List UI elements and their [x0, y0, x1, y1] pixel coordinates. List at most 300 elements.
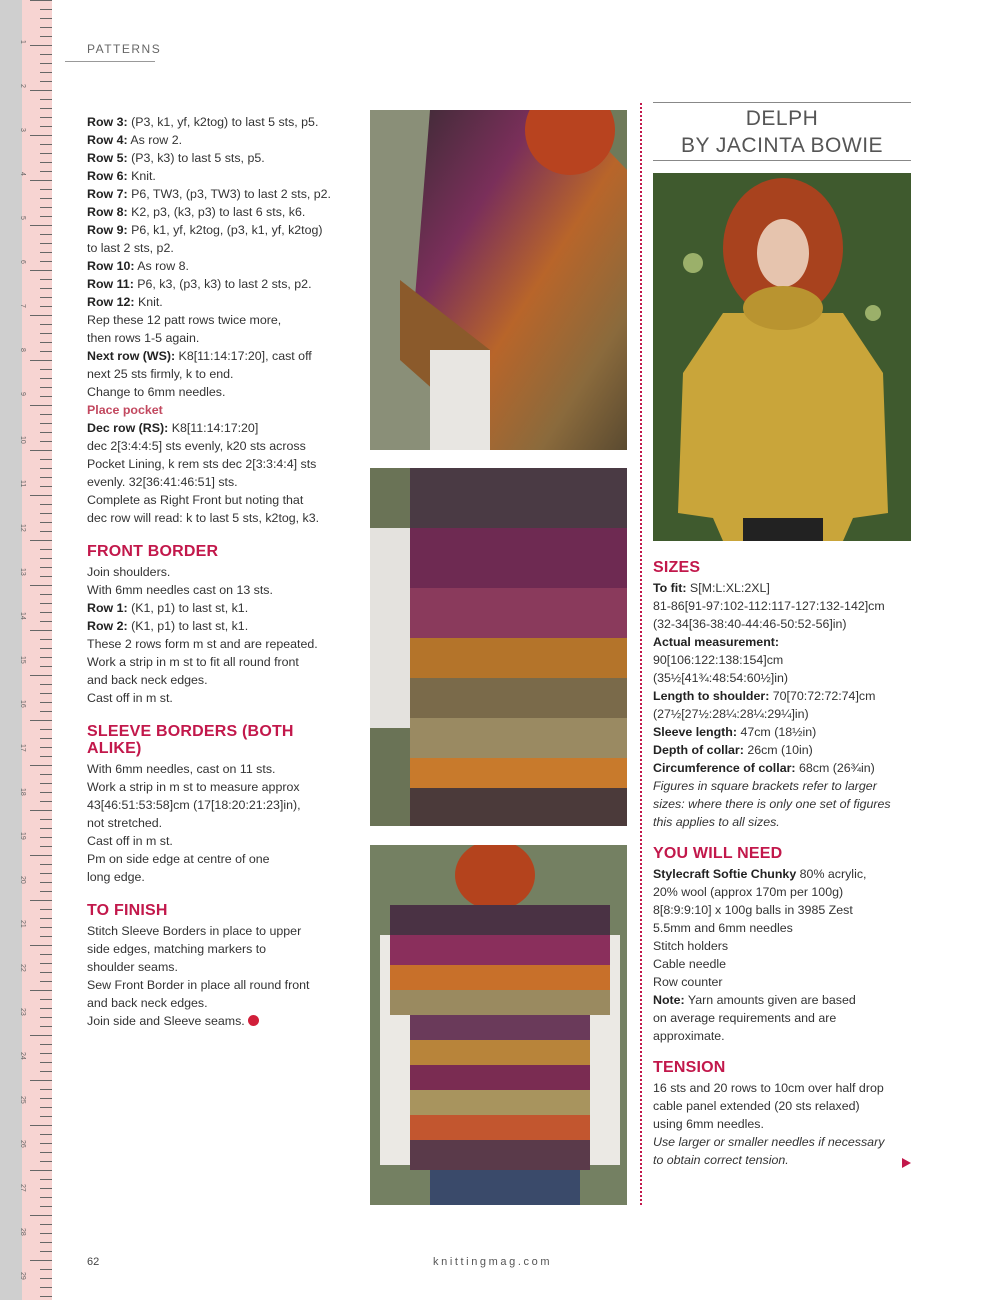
ruler-number: 16 [19, 700, 26, 708]
length-cm: 70[70:72:72:74]cm [769, 689, 876, 703]
front-border-row-label: Row 1: [87, 601, 128, 615]
front-border-row-text: and back neck edges. [87, 673, 208, 687]
materials-line: Stitch holders [653, 939, 729, 953]
ruler-tick [30, 1125, 52, 1126]
ruler-tick [40, 1026, 52, 1027]
instruction-row-text: Rep these 12 patt rows twice more, [87, 313, 282, 327]
ruler-tick [40, 882, 52, 883]
ruler-tick [30, 900, 52, 901]
ruler-number: 4 [19, 172, 26, 176]
ruler-tick [30, 675, 52, 676]
ruler-tick [40, 1053, 52, 1054]
end-of-pattern-icon [248, 1015, 259, 1026]
ruler-tick [40, 252, 52, 253]
collar-circumference: 68cm (26¾in) [795, 761, 875, 775]
instruction-line [87, 257, 352, 275]
front-border-row-text: (K1, p1) to last st, k1. [127, 619, 249, 633]
instruction-row-label: Row 4: [87, 133, 128, 147]
note-text: Yarn amounts given are based [684, 993, 856, 1007]
sleeve-borders-heading-line2: ALIKE) [87, 740, 142, 757]
page-number: 62 [87, 1256, 100, 1268]
instruction-line [87, 365, 352, 383]
ruler-tick [40, 612, 52, 613]
ruler-tick [40, 846, 52, 847]
ruler-tick [30, 585, 52, 586]
yarn-fibre: 80% acrylic, [796, 867, 867, 881]
instruction-row-label: Next row (WS): [87, 349, 176, 363]
ruler-tick [40, 351, 52, 352]
ruler-tick [40, 9, 52, 10]
ruler-tick [40, 864, 52, 865]
ruler-tick [40, 261, 52, 262]
depth-of-collar: 26cm (10in) [743, 743, 813, 757]
ruler-tick [30, 405, 52, 406]
instruction-row-label: Row 6: [87, 169, 128, 183]
ruler-tick [40, 27, 52, 28]
ruler-tick [30, 360, 52, 361]
sizes-note-3: this applies to all sizes. [653, 815, 780, 829]
ruler-tick [40, 1206, 52, 1207]
instruction-line [87, 347, 352, 365]
ruler-number: 6 [19, 260, 26, 264]
front-border-row-text: (K1, p1) to last st, k1. [127, 601, 249, 615]
collar-circumference-label: Circumference of collar: [653, 761, 796, 775]
ruler-tick [30, 1260, 52, 1261]
ruler-tick [40, 54, 52, 55]
actual-measurement-in: (35½[41¾:48:54:60½]in) [653, 671, 789, 685]
to-finish-line: and back neck edges. [87, 996, 208, 1010]
ruler-number: 27 [19, 1184, 26, 1192]
ruler-number: 13 [19, 568, 26, 576]
ruler-tick [40, 981, 52, 982]
to-fit-in: (32-34[36-38:40-44:46-50:52-56]in) [653, 617, 847, 631]
ruler-tick [40, 603, 52, 604]
ruler-tick [40, 522, 52, 523]
ruler-tick [40, 234, 52, 235]
front-border-line [87, 635, 352, 653]
ruler-tick [40, 18, 52, 19]
ruler-tick [40, 423, 52, 424]
pocket-instruction-line [87, 419, 352, 437]
instruction-row-text: P6, k3, (p3, k3) to last 2 sts, p2. [133, 277, 312, 291]
ruler-tick [40, 297, 52, 298]
instruction-row-text: As row 8. [134, 259, 189, 273]
ruler-tick [30, 990, 52, 991]
materials-line: Row counter [653, 975, 723, 989]
ruler-tick [40, 36, 52, 37]
ruler-number: 26 [19, 1140, 26, 1148]
instruction-row-text: next 25 sts firmly, k to end. [87, 367, 234, 381]
ruler-tick [40, 828, 52, 829]
pocket-instruction-line [87, 473, 352, 491]
ruler-tick [40, 1089, 52, 1090]
front-border-line [87, 581, 352, 599]
sleeve-border-line: not stretched. [87, 816, 163, 830]
ruler-number: 17 [19, 744, 26, 752]
front-border-row-text: Work a strip in m st to fit all round front [87, 655, 299, 669]
ruler-tick [40, 963, 52, 964]
tension-line: using 6mm needles. [653, 1117, 764, 1131]
instruction-row-label: Row 9: [87, 223, 128, 237]
ruler-tick [40, 819, 52, 820]
ruler-tick [40, 378, 52, 379]
to-fit-label: To fit: [653, 581, 687, 595]
ruler-tick [40, 279, 52, 280]
ruler-tick [30, 810, 52, 811]
ruler-tick [40, 927, 52, 928]
ruler-tick [40, 792, 52, 793]
ruler-tick [40, 144, 52, 145]
ruler-tick [40, 432, 52, 433]
ruler-tick [40, 873, 52, 874]
instruction-row-label: Row 3: [87, 115, 128, 129]
ruler-tick [40, 468, 52, 469]
section-rule [65, 61, 155, 62]
ruler-number: 18 [19, 788, 26, 796]
materials-line: 20% wool (approx 170m per 100g) [653, 885, 844, 899]
sizes-note-2: sizes: where there is only one set of figures [653, 797, 891, 811]
ruler-tick [30, 1080, 52, 1081]
instruction-row-text: As row 2. [127, 133, 183, 147]
ruler-number: 5 [19, 216, 26, 220]
ruler-tick [40, 189, 52, 190]
ruler-number: 21 [19, 920, 26, 928]
ruler-tick [40, 1008, 52, 1009]
ruler-tick [40, 126, 52, 127]
ruler-tick [40, 747, 52, 748]
ruler-tick [40, 288, 52, 289]
pocket-instruction-row-text: Pocket Lining, k rem sts dec 2[3:3:4:4] sts [87, 457, 317, 471]
title-rule-bottom [653, 160, 911, 161]
tension-line: 16 sts and 20 rows to 10cm over half drop [653, 1081, 884, 1095]
ruler-number: 8 [19, 348, 26, 352]
ruler-tick [40, 1134, 52, 1135]
place-pocket-subheading: Place pocket [87, 403, 163, 417]
ruler-tick [40, 549, 52, 550]
ruler-tick [30, 45, 52, 46]
ruler-tick [40, 657, 52, 658]
ruler-tick [40, 1017, 52, 1018]
pattern-title: DELPH [745, 107, 819, 130]
instruction-line [87, 293, 352, 311]
ruler-tick [30, 90, 52, 91]
section-label: PATTERNS [87, 42, 162, 56]
instruction-row-label: Row 8: [87, 205, 128, 219]
ruler-tick [30, 540, 52, 541]
front-border-line [87, 689, 352, 707]
front-border-line [87, 617, 352, 635]
ruler-number: 23 [19, 1008, 26, 1016]
ruler-tick [30, 135, 52, 136]
ruler-tick [40, 1161, 52, 1162]
ruler-tick [30, 270, 52, 271]
ruler-tick [40, 414, 52, 415]
sleeve-border-line: Cast off in m st. [87, 834, 173, 848]
instruction-row-text: K2, p3, (k3, p3) to last 6 sts, k6. [127, 205, 306, 219]
ruler-tick [30, 630, 52, 631]
ruler-tick [40, 774, 52, 775]
ruler-tick [40, 387, 52, 388]
ruler-tick [30, 225, 52, 226]
instruction-row-text: P6, TW3, (p3, TW3) to last 2 sts, p2. [127, 187, 331, 201]
instruction-line [87, 383, 352, 401]
ruler-tick [30, 315, 52, 316]
ruler-number: 19 [19, 832, 26, 840]
tension-heading: TENSION [653, 1059, 726, 1076]
instruction-row-label: Row 11: [87, 277, 134, 291]
ruler-tick [40, 1287, 52, 1288]
pocket-instruction-row-text: dec 2[3:4:4:5] sts evenly, k20 sts across [87, 439, 306, 453]
front-border-line [87, 563, 352, 581]
ruler-tick [40, 153, 52, 154]
pocket-instruction-row-text: K8[11:14:17:20] [168, 421, 259, 435]
ruler-tick [30, 1215, 52, 1216]
front-border-row-text: These 2 rows form m st and are repeated. [87, 637, 318, 651]
ruler-number: 12 [19, 524, 26, 532]
length-in: (27½[27½:28¼:28¼:29¼]in) [653, 707, 809, 721]
ruler-tick [40, 207, 52, 208]
front-border-heading: FRONT BORDER [87, 543, 219, 560]
website-url: knittingmag.com [433, 1256, 553, 1268]
ruler [0, 0, 52, 1300]
to-fit-cm: 81-86[91-97:102-112:117-127:132-142]cm [653, 599, 885, 613]
ruler-tick [40, 639, 52, 640]
ruler-tick [40, 1179, 52, 1180]
ruler-tick [40, 1251, 52, 1252]
ruler-tick [40, 531, 52, 532]
ruler-number: 3 [19, 128, 26, 132]
ruler-tick [30, 855, 52, 856]
instruction-row-label: Row 12: [87, 295, 135, 309]
ruler-tick [40, 306, 52, 307]
materials-line: 8[8:9:9:10] x 100g balls in 3985 Zest [653, 903, 853, 917]
pocket-instruction-line [87, 509, 352, 527]
ruler-tick [40, 891, 52, 892]
column-divider [640, 103, 642, 1205]
ruler-tick [40, 666, 52, 667]
ruler-tick [40, 558, 52, 559]
ruler-tick [40, 837, 52, 838]
ruler-number: 15 [19, 656, 26, 664]
ruler-tick [40, 729, 52, 730]
pocket-instruction-row-label: Dec row (RS): [87, 421, 169, 435]
instruction-line [87, 239, 352, 257]
ruler-tick [40, 909, 52, 910]
ruler-tick [40, 738, 52, 739]
ruler-tick [30, 1035, 52, 1036]
ruler-tick [30, 765, 52, 766]
materials-line: Cable needle [653, 957, 727, 971]
ruler-tick [40, 1242, 52, 1243]
you-will-need-heading: YOU WILL NEED [653, 845, 783, 862]
continue-arrow-icon [902, 1158, 911, 1168]
instruction-line [87, 185, 352, 203]
instruction-row-text: (P3, k3) to last 5 sts, p5. [127, 151, 265, 165]
ruler-tick [40, 513, 52, 514]
ruler-tick [40, 801, 52, 802]
note-line-2: on average requirements and are [653, 1011, 837, 1025]
ruler-tick [40, 108, 52, 109]
ruler-number: 29 [19, 1272, 26, 1280]
instruction-line [87, 329, 352, 347]
ruler-tick [40, 243, 52, 244]
ruler-tick [40, 648, 52, 649]
length-label: Length to shoulder: [653, 689, 770, 703]
ruler-tick [40, 441, 52, 442]
ruler-number: 2 [19, 84, 26, 88]
ruler-tick [40, 576, 52, 577]
ruler-tick [40, 369, 52, 370]
ruler-tick [40, 756, 52, 757]
pocket-instruction-line [87, 455, 352, 473]
note-label: Note: [653, 993, 685, 1007]
sleeve-border-line: long edge. [87, 870, 145, 884]
ruler-tick [40, 594, 52, 595]
ruler-tick [40, 954, 52, 955]
tension-note-1: Use larger or smaller needles if necessary [653, 1135, 885, 1149]
ruler-number: 22 [19, 964, 26, 972]
ruler-tick [40, 81, 52, 82]
ruler-tick [40, 972, 52, 973]
ruler-tick [40, 1044, 52, 1045]
ruler-tick [40, 324, 52, 325]
instruction-row-text: P6, k1, yf, k2tog, (p3, k1, yf, k2tog) [127, 223, 323, 237]
instruction-row-label: Row 10: [87, 259, 135, 273]
to-finish-line: Join side and Sleeve seams. [87, 1012, 352, 1030]
ruler-tick [40, 693, 52, 694]
pocket-instruction-row-text: evenly. 32[36:41:46:51] sts. [87, 475, 238, 489]
photo-back-view [370, 845, 627, 1205]
title-rule-top [653, 102, 911, 103]
yarn-name: Stylecraft Softie Chunky [653, 867, 797, 881]
ruler-tick [40, 1197, 52, 1198]
ruler-tick [40, 117, 52, 118]
instruction-line [87, 275, 352, 293]
ruler-tick [30, 0, 52, 1]
ruler-number: 14 [19, 612, 26, 620]
instruction-row-text: (P3, k1, yf, k2tog) to last 5 sts, p5. [127, 115, 319, 129]
ruler-tick [40, 936, 52, 937]
ruler-number: 1 [19, 40, 26, 44]
designer-byline: BY JACINTA BOWIE [680, 134, 884, 157]
front-border-row-label: Row 2: [87, 619, 128, 633]
ruler-tick [40, 711, 52, 712]
ruler-tick [40, 684, 52, 685]
ruler-tick [40, 702, 52, 703]
ruler-tick [40, 198, 52, 199]
pocket-instruction-row-text: Complete as Right Front but noting that [87, 493, 304, 507]
to-finish-line: side edges, matching markers to [87, 942, 267, 956]
ruler-tick [30, 180, 52, 181]
pattern-instructions-column [87, 113, 352, 1030]
instruction-row-text: K8[11:14:17:20], cast off [175, 349, 312, 363]
ruler-tick [40, 1278, 52, 1279]
to-fit-sizes: S[M:L:XL:2XL] [686, 581, 770, 595]
ruler-tick [40, 333, 52, 334]
ruler-tick [40, 459, 52, 460]
materials-line: 5.5mm and 6mm needles [653, 921, 793, 935]
ruler-tick [30, 450, 52, 451]
sleeve-border-line: With 6mm needles, cast on 11 sts. [87, 762, 276, 776]
instruction-line [87, 131, 352, 149]
ruler-tick [40, 396, 52, 397]
pocket-instruction-line [87, 437, 352, 455]
ruler-tick [40, 1071, 52, 1072]
ruler-tick [40, 567, 52, 568]
instruction-row-text: to last 2 sts, p2. [87, 241, 174, 255]
sleeve-length: 47cm (18½in) [737, 725, 817, 739]
instruction-row-label: Row 5: [87, 151, 128, 165]
ruler-tick [30, 720, 52, 721]
ruler-tick [40, 1062, 52, 1063]
actual-measurement-label: Actual measurement: [653, 635, 780, 649]
ruler-number: 7 [19, 304, 26, 308]
instruction-line [87, 167, 352, 185]
ruler-number: 24 [19, 1052, 26, 1060]
instruction-line [87, 203, 352, 221]
pocket-instruction-row-text: dec row will read: k to last 5 sts, k2tog, k3. [87, 511, 320, 525]
instruction-line [87, 149, 352, 167]
ruler-tick [40, 1152, 52, 1153]
front-border-line [87, 671, 352, 689]
front-border-row-text: With 6mm needles cast on 13 sts. [87, 583, 273, 597]
depth-of-collar-label: Depth of collar: [653, 743, 744, 757]
ruler-tick [40, 477, 52, 478]
ruler-tick [40, 99, 52, 100]
ruler-tick [30, 495, 52, 496]
ruler-tick [40, 72, 52, 73]
instruction-line [87, 311, 352, 329]
tension-note-2: to obtain correct tension. [653, 1153, 789, 1167]
instruction-line [87, 221, 352, 239]
ruler-tick [40, 918, 52, 919]
instruction-row-text: Knit. [134, 295, 163, 309]
sleeve-border-line: 43[46:51:53:58]cm (17[18:20:21:23]in), [87, 798, 301, 812]
ruler-tick [40, 342, 52, 343]
to-finish-line: Stitch Sleeve Borders in place to upper [87, 924, 302, 938]
ruler-tick [40, 1098, 52, 1099]
sleeve-borders-heading-line1: SLEEVE BORDERS (BOTH [87, 723, 294, 740]
pattern-info-column [653, 559, 915, 1169]
ruler-tick [40, 999, 52, 1000]
ruler-tick [40, 63, 52, 64]
ruler-tick [40, 1269, 52, 1270]
ruler-tick [40, 621, 52, 622]
front-border-row-text: Cast off in m st. [87, 691, 173, 705]
sizes-note-1: Figures in square brackets refer to larger [653, 779, 877, 793]
instruction-row-text: then rows 1-5 again. [87, 331, 200, 345]
ruler-tick [40, 1188, 52, 1189]
pocket-instruction-line [87, 491, 352, 509]
ruler-tick [40, 171, 52, 172]
ruler-number: 10 [19, 436, 26, 444]
to-finish-line: shoulder seams. [87, 960, 178, 974]
instruction-row-text: Change to 6mm needles. [87, 385, 226, 399]
sizes-heading: SIZES [653, 559, 701, 576]
ruler-tick [40, 1143, 52, 1144]
front-border-line [87, 599, 352, 617]
photo-shoulder-detail [370, 110, 627, 450]
instruction-line [87, 113, 352, 131]
ruler-tick [40, 486, 52, 487]
front-border-row-text: Join shoulders. [87, 565, 171, 579]
sleeve-length-label: Sleeve length: [653, 725, 738, 739]
ruler-tick [40, 1107, 52, 1108]
sleeve-borders-heading [87, 723, 352, 757]
ruler-tick [40, 216, 52, 217]
ruler-tick [40, 1224, 52, 1225]
photo-pocket-detail [370, 468, 627, 826]
